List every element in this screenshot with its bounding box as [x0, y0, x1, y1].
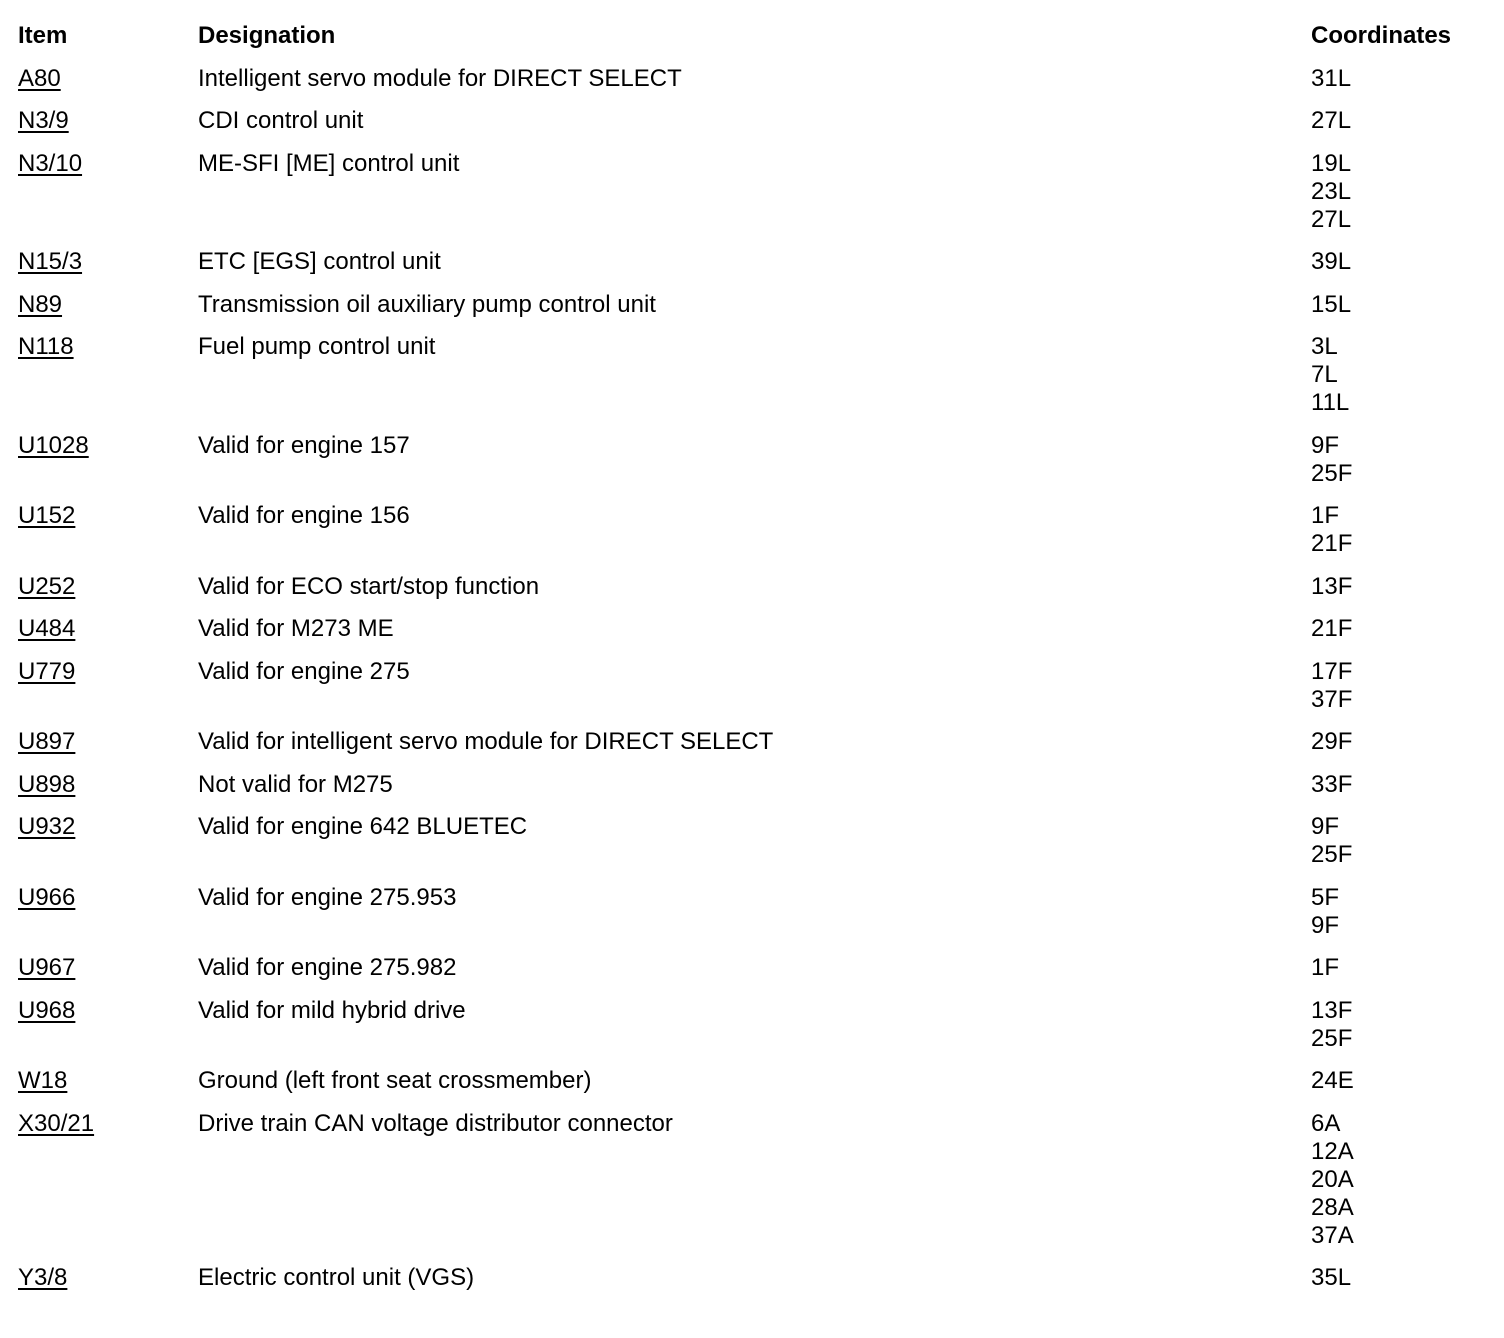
table-row: [18, 771, 1488, 799]
designation-cell: Valid for engine 275: [198, 657, 410, 685]
item-cell: [18, 658, 198, 686]
coordinate-value: 21F: [1311, 530, 1353, 557]
coordinates-cell: [1311, 333, 1488, 417]
coordinate-value: 27L: [1311, 205, 1352, 233]
coordinate-value: 9F: [1311, 431, 1340, 459]
designation-cell: Valid for M273 ME: [198, 615, 394, 642]
coordinate-value: 37A: [1311, 1221, 1354, 1249]
item-cell: [18, 432, 198, 460]
coordinate-value: 12A: [1311, 1137, 1354, 1165]
designation-cell: Valid for engine 275.982: [198, 954, 457, 981]
item-link[interactable]: Y3/8: [18, 1264, 68, 1291]
coordinate-value: 7L: [1311, 361, 1338, 388]
coordinates-cell: [1311, 884, 1488, 940]
coordinate-value: 15L: [1311, 290, 1352, 318]
item-link[interactable]: U898: [18, 770, 76, 798]
coordinate-value: 3L: [1311, 333, 1338, 360]
table-row: [18, 573, 1488, 601]
item-link[interactable]: U484: [18, 615, 76, 642]
coordinates-cell: [1311, 432, 1488, 488]
coordinate-value: 11L: [1311, 389, 1350, 416]
item-link[interactable]: X30/21: [18, 1109, 95, 1137]
coordinate-value: 9F: [1311, 813, 1340, 840]
coordinates-cell: [1311, 248, 1488, 276]
item-link[interactable]: N3/9: [18, 107, 69, 134]
item-link[interactable]: U897: [18, 728, 76, 755]
component-legend-table: [18, 22, 1488, 1307]
header-item: Item: [18, 22, 68, 49]
coordinates-cell: [1311, 997, 1488, 1053]
item-link[interactable]: U1028: [18, 431, 89, 459]
item-link[interactable]: N118: [18, 333, 74, 360]
coordinate-value: 1F: [1311, 502, 1340, 529]
header-coordinates: Coordinates: [1311, 22, 1452, 49]
table-row: [18, 150, 1488, 234]
coordinate-value: 17F: [1311, 657, 1353, 685]
designation-cell: Ground (left front seat crossmember): [198, 1067, 592, 1094]
item-cell: [18, 248, 198, 276]
table-row: [18, 1067, 1488, 1095]
coordinate-value: 25F: [1311, 459, 1353, 487]
item-link[interactable]: W18: [18, 1067, 68, 1094]
coordinate-value: 29F: [1311, 728, 1353, 755]
designation-cell: Valid for engine 642 BLUETEC: [198, 813, 528, 840]
table-row: [18, 954, 1488, 982]
item-cell: [18, 502, 198, 530]
table-row: [18, 813, 1488, 869]
coordinate-value: 31L: [1311, 64, 1352, 92]
coordinate-value: 9F: [1311, 911, 1340, 939]
designation-cell: Transmission oil auxiliary pump control unit: [198, 290, 656, 318]
item-link[interactable]: U779: [18, 657, 76, 685]
item-cell: [18, 333, 198, 361]
header-designation: Designation: [198, 22, 336, 49]
item-cell: [18, 728, 198, 756]
coordinate-value: 39L: [1311, 248, 1352, 275]
coordinates-cell: [1311, 1264, 1488, 1292]
coordinate-value: 1F: [1311, 954, 1340, 981]
item-cell: [18, 884, 198, 912]
item-link[interactable]: U967: [18, 954, 76, 981]
designation-cell: Intelligent servo module for DIRECT SELECT: [198, 64, 682, 92]
designation-cell: Not valid for M275: [198, 770, 393, 798]
item-link[interactable]: U152: [18, 502, 76, 529]
coordinates-cell: [1311, 291, 1488, 319]
coordinates-cell: [1311, 615, 1488, 643]
designation-cell: Valid for ECO start/stop function: [198, 572, 540, 600]
coordinates-cell: [1311, 150, 1488, 234]
designation-cell: Valid for engine 156: [198, 502, 410, 529]
coordinate-value: 13F: [1311, 996, 1353, 1024]
coordinate-value: 21F: [1311, 615, 1353, 642]
coordinates-cell: [1311, 954, 1488, 982]
designation-cell: Valid for mild hybrid drive: [198, 996, 466, 1024]
coordinate-value: 24E: [1311, 1067, 1354, 1094]
coordinates-cell: [1311, 728, 1488, 756]
table-row: [18, 65, 1488, 93]
item-cell: [18, 771, 198, 799]
table-row: [18, 728, 1488, 756]
coordinate-value: 19L: [1311, 149, 1352, 177]
item-cell: [18, 997, 198, 1025]
item-cell: [18, 150, 198, 178]
coordinate-value: 33F: [1311, 770, 1353, 798]
coordinates-cell: [1311, 502, 1488, 558]
coordinate-value: 28A: [1311, 1193, 1354, 1221]
coordinate-value: 20A: [1311, 1165, 1354, 1193]
designation-cell: Valid for engine 275.953: [198, 883, 457, 911]
coordinates-cell: [1311, 1110, 1488, 1250]
coordinate-value: 27L: [1311, 107, 1352, 134]
item-cell: [18, 813, 198, 841]
designation-cell: Fuel pump control unit: [198, 333, 436, 360]
table-header: [18, 22, 1488, 50]
coordinates-cell: [1311, 658, 1488, 714]
table-row: [18, 1264, 1488, 1292]
designation-cell: Drive train CAN voltage distributor connector: [198, 1109, 673, 1137]
table-row: [18, 107, 1488, 135]
designation-cell: CDI control unit: [198, 107, 364, 134]
table-row: [18, 502, 1488, 558]
item-link[interactable]: U968: [18, 996, 76, 1024]
item-link[interactable]: U932: [18, 813, 76, 840]
item-link[interactable]: N15/3: [18, 248, 83, 275]
item-cell: [18, 615, 198, 643]
item-link[interactable]: U966: [18, 883, 76, 911]
coordinates-cell: [1311, 107, 1488, 135]
designation-cell: Valid for intelligent servo module for DIRECT SELECT: [198, 728, 774, 755]
designation-cell: Electric control unit (VGS): [198, 1264, 475, 1291]
item-cell: [18, 65, 198, 93]
item-cell: [18, 1264, 198, 1292]
coordinate-value: 35L: [1311, 1264, 1352, 1291]
table-row: [18, 291, 1488, 319]
coordinates-cell: [1311, 573, 1488, 601]
coordinate-value: 13F: [1311, 572, 1353, 600]
item-cell: [18, 954, 198, 982]
table-row: [18, 432, 1488, 488]
coordinate-value: 23L: [1311, 177, 1352, 205]
coordinate-value: 25F: [1311, 841, 1353, 868]
table-row: [18, 333, 1488, 417]
item-link[interactable]: N3/10: [18, 149, 83, 177]
designation-cell: ETC [EGS] control unit: [198, 248, 441, 275]
item-cell: [18, 573, 198, 601]
coordinates-cell: [1311, 1067, 1488, 1095]
coordinates-cell: [1311, 813, 1488, 869]
item-cell: [18, 1110, 198, 1138]
table-row: [18, 997, 1488, 1053]
item-link[interactable]: U252: [18, 572, 76, 600]
table-row: [18, 615, 1488, 643]
item-cell: [18, 1067, 198, 1095]
coordinate-value: 37F: [1311, 685, 1353, 713]
designation-cell: ME-SFI [ME] control unit: [198, 149, 460, 177]
coordinate-value: 6A: [1311, 1109, 1341, 1137]
item-link[interactable]: A80: [18, 64, 61, 92]
table-row: [18, 658, 1488, 714]
coordinate-value: 5F: [1311, 883, 1340, 911]
table-row: [18, 1110, 1488, 1250]
designation-cell: Valid for engine 157: [198, 431, 410, 459]
item-cell: [18, 107, 198, 135]
table-row: [18, 248, 1488, 276]
coordinates-cell: [1311, 771, 1488, 799]
coordinates-cell: [1311, 65, 1488, 93]
coordinate-value: 25F: [1311, 1024, 1353, 1052]
table-body: [18, 65, 1488, 1293]
table-row: [18, 884, 1488, 940]
item-link[interactable]: N89: [18, 290, 63, 318]
item-cell: [18, 291, 198, 319]
